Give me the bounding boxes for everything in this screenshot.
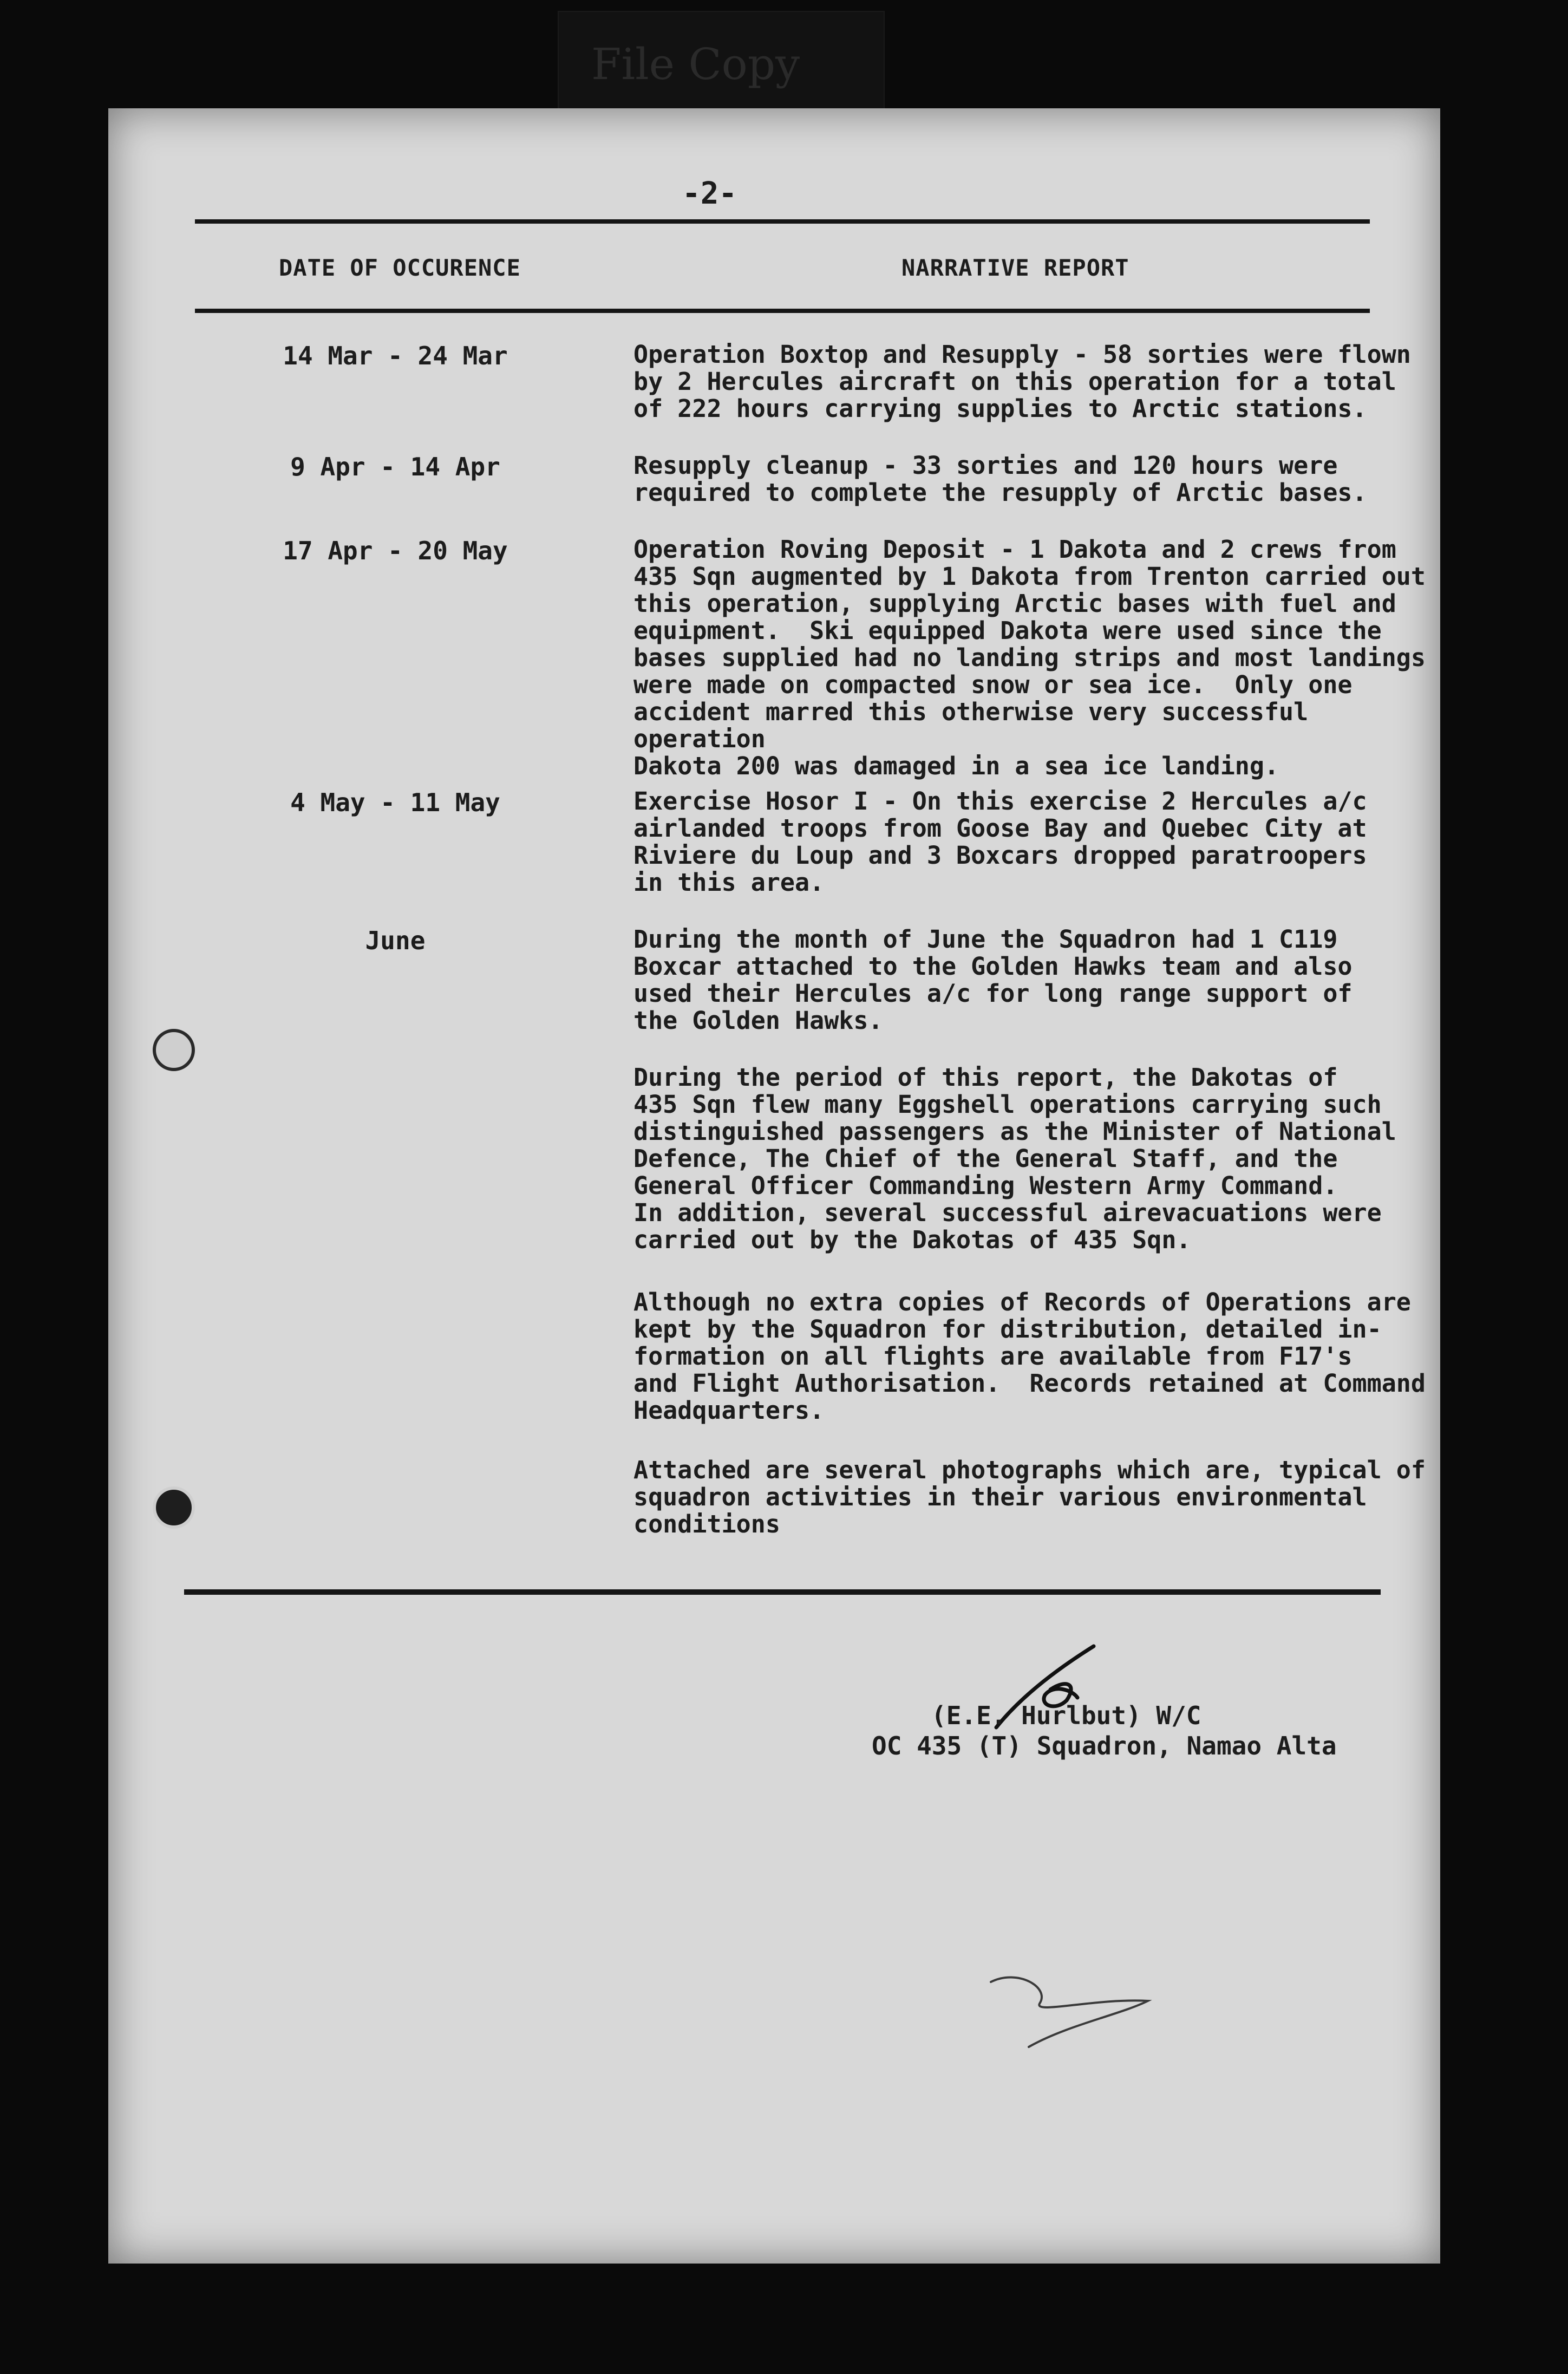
narrative-column-header: NARRATIVE REPORT	[901, 255, 1129, 281]
entry-text: Exercise Hosor I - On this exercise 2 Hercules a/c airlanded troops from Goose Bay and Quebec City at Riviere du Loup and 3 Boxcars dropped paratroopers in this area.	[633, 787, 1367, 897]
signatory-name: (E.E. Hurlbut) W/C	[931, 1701, 1201, 1730]
header-rule	[195, 309, 1370, 313]
top-rule	[195, 219, 1370, 224]
punch-hole-icon	[153, 1029, 195, 1071]
entry-text: Resupply cleanup - 33 sorties and 120 hours were required to complete the resupply of Arctic bases.	[633, 451, 1367, 507]
entry-text: Attached are several photographs which are, typical of squadron activities in their various environmental conditions	[633, 1456, 1426, 1538]
entry-date: 9 Apr - 14 Apr	[290, 452, 500, 481]
entry-text: During the month of June the Squadron had 1 C119 Boxcar attached to the Golden Hawks team and also used their Hercules a/c for long range support of the Golden Hawks.	[633, 925, 1353, 1035]
entry-text: During the period of this report, the Dakotas of 435 Sqn flew many Eggshell operations carrying such distinguished passengers as the Minister of National Defence, The Chief of the General Staff, and the General Officer Commanding Western Army Command. In addition, several successful airevacuations were carried out by the Dakotas of 435 Sqn.	[633, 1063, 1396, 1254]
entry-date: 14 Mar - 24 Mar	[283, 341, 508, 370]
file-copy-stamp	[558, 11, 885, 110]
entry-text: Operation Roving Deposit - 1 Dakota and 2 crews from 435 Sqn augmented by 1 Dakota from Trenton carried out this operation, supplying Arctic bases with fuel and equipment. Ski equipped Dakota were used since the bases supplied had no landing strips and most landings were made on compacted snow or sea ice. Only one accident marred this otherwise very successful operation Dakota 200 was damaged in a sea ice landing.	[633, 535, 1426, 780]
punch-hole-icon	[153, 1486, 195, 1529]
date-column-header: DATE OF OCCURENCE	[279, 255, 521, 281]
signature-block	[872, 1700, 1337, 1761]
signatory-title: OC 435 (T) Squadron, Namao Alta	[872, 1731, 1337, 1760]
bottom-rule	[184, 1589, 1381, 1595]
entry-text: Operation Boxtop and Resupply - 58 sorties were flown by 2 Hercules aircraft on this operation for a total of 222 hours carrying supplies to Arctic stations.	[633, 340, 1411, 423]
pencil-mark-icon	[985, 1971, 1159, 2058]
entry-date: June	[365, 926, 426, 955]
entry-text: Although no extra copies of Records of Operations are kept by the Squadron for distribution, detailed in- formation on all flights are available from F17's and Flight Authorisation. Records retained at Command Headquarters.	[633, 1288, 1426, 1425]
document-page	[108, 108, 1440, 2264]
entry-date: 17 Apr - 20 May	[283, 536, 508, 565]
stamp-text: File Copy	[591, 39, 800, 89]
entry-date: 4 May - 11 May	[290, 788, 500, 817]
page-number: -2-	[682, 176, 737, 211]
